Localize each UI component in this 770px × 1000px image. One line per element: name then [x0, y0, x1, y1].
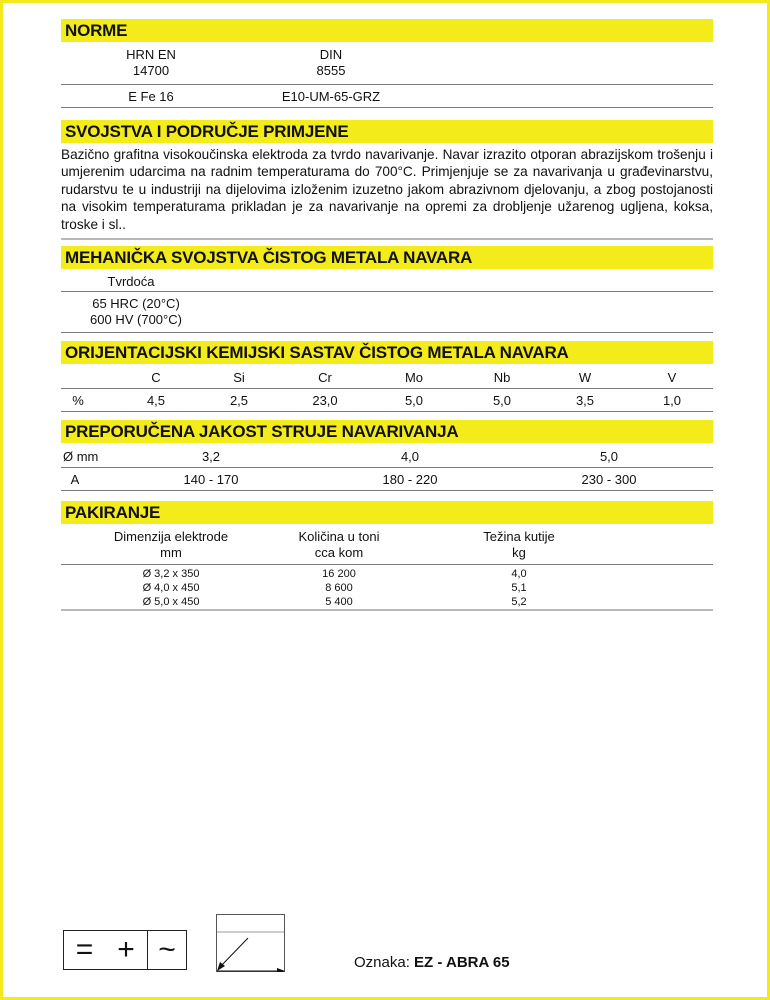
table-row-cell: Ø 5,0 x 450 — [142, 596, 200, 609]
table-row-cell: Ø 3,2 x 350 — [142, 568, 200, 581]
current-1: 140 - 170 — [183, 472, 239, 488]
pak-col-kolicina — [279, 567, 399, 609]
element-nb: Nb — [493, 370, 511, 386]
element-c: C — [151, 370, 161, 386]
pak-header-dimenzija — [91, 529, 251, 561]
hardness-hv: 600 HV (700°C) — [90, 312, 182, 328]
norme-col2-header-line2: 8555 — [316, 63, 346, 78]
kemijski-value-row — [61, 389, 713, 411]
designation-value: EZ - ABRA 65 — [414, 954, 510, 971]
pak-header-tezina — [459, 529, 579, 561]
mehanicka-header-tvrdoca: Tvrdoća — [107, 274, 155, 290]
struja-current-row — [61, 468, 713, 490]
mehanicka-values — [76, 296, 196, 328]
pakiranje-body — [61, 565, 713, 609]
value-v: 1,0 — [662, 393, 682, 409]
diameter-label: Ø mm — [63, 449, 99, 465]
table-row-cell: 4,0 — [511, 568, 527, 581]
value-c: 4,5 — [146, 393, 166, 409]
diameter-3: 5,0 — [599, 449, 619, 465]
alternating-current-icon: ~ — [158, 933, 176, 966]
norme-col1-value: E Fe 16 — [128, 89, 174, 104]
current-2: 180 - 220 — [382, 472, 438, 488]
norme-col1-header-line2: 14700 — [132, 63, 170, 78]
value-mo: 5,0 — [404, 393, 424, 409]
hardness-hrc: 65 HRC (20°C) — [92, 296, 180, 312]
table-row-cell: 16 200 — [322, 568, 356, 581]
plus-polarity-icon: + — [105, 931, 148, 969]
norme-value-row — [61, 85, 713, 107]
divider — [61, 609, 713, 611]
pak-header-kolicina — [279, 529, 399, 561]
struja-diameter-row — [61, 443, 713, 467]
element-w: W — [578, 370, 592, 386]
section-header-mehanicka: MEHANIČKA SVOJSTVA ČISTOG METALA NAVARA — [61, 246, 713, 269]
percent-label: % — [72, 393, 84, 409]
section-header-norme: NORME — [61, 19, 713, 42]
pak-header-tezina-line2: kg — [512, 545, 526, 561]
pakiranje-header-row — [61, 524, 713, 564]
mehanicka-value-row — [61, 292, 713, 332]
diameter-2: 4,0 — [400, 449, 420, 465]
welding-position-icon — [216, 914, 285, 972]
element-cr: Cr — [318, 370, 332, 386]
table-row-cell: Ø 4,0 x 450 — [142, 582, 200, 595]
diameter-1: 3,2 — [201, 449, 221, 465]
mehanicka-header-row — [61, 269, 713, 291]
value-si: 2,5 — [229, 393, 249, 409]
norme-col1-header-line1: HRN EN — [126, 47, 176, 62]
section-header-pakiranje: PAKIRANJE — [61, 501, 713, 524]
pak-header-kolicina-line1: Količina u toni — [298, 529, 380, 545]
direct-current-icon: = — [75, 933, 94, 966]
description-paragraph: Bazično grafitna visokoučinska elektroda za tvrdo navarivanje. Navar izrazito otporan abrazijskom trošenju i umjerenim udarcima na radnim temperaturama do 700°C. Primjenjuje se za navarivanja u građevinarstvu, rudarstvu te u industriji na dijelovima izloženim izuzetno jakom abrazivnom djelovanju, a zbog postojanosti na visokim temperaturama prikladan je za navarivanje na opremi za drobljenje užarenog ugljena, koksa, troske i sl.. — [61, 147, 713, 232]
table-row-cell: 8 600 — [325, 582, 353, 595]
current-3: 230 - 300 — [581, 472, 637, 488]
section-header-struja: PREPORUČENA JAKOST STRUJE NAVARIVANJA — [61, 420, 713, 443]
current-label: A — [70, 472, 80, 488]
norme-header-row — [61, 42, 713, 84]
value-nb: 5,0 — [492, 393, 512, 409]
section-header-kemijski: ORIJENTACIJSKI KEMIJSKI SASTAV ČISTOG METALA NAVARA — [61, 341, 713, 364]
norme-col1-header — [91, 47, 211, 79]
pak-header-dimenzija-line2: mm — [160, 545, 182, 561]
section-header-svojstva: SVOJSTVA I PODRUČJE PRIMJENE — [61, 120, 713, 143]
value-w: 3,5 — [575, 393, 595, 409]
kemijski-header-row — [61, 364, 713, 388]
table-row-cell: 5,2 — [511, 596, 527, 609]
element-si: Si — [233, 370, 245, 386]
pak-header-dimenzija-line1: Dimenzija elektrode — [113, 529, 229, 545]
norme-col2-value: E10-UM-65-GRZ — [281, 89, 381, 104]
content — [61, 19, 713, 611]
pak-col-dimenzija — [91, 567, 251, 609]
current-type-symbols — [63, 930, 187, 970]
norme-col2-header-line1: DIN — [319, 47, 343, 62]
pak-header-tezina-line1: Težina kutije — [483, 529, 555, 545]
element-mo: Mo — [404, 370, 424, 386]
designation-label: Oznaka: — [354, 954, 410, 971]
pak-col-tezina — [459, 567, 579, 609]
table-row-cell: 5,1 — [511, 582, 527, 595]
pak-header-kolicina-line2: cca kom — [314, 545, 364, 561]
table-row-cell: 5 400 — [325, 596, 353, 609]
value-cr: 23,0 — [312, 393, 338, 409]
norme-col2-header — [271, 47, 391, 79]
designation — [354, 954, 510, 971]
element-v: V — [667, 370, 677, 386]
